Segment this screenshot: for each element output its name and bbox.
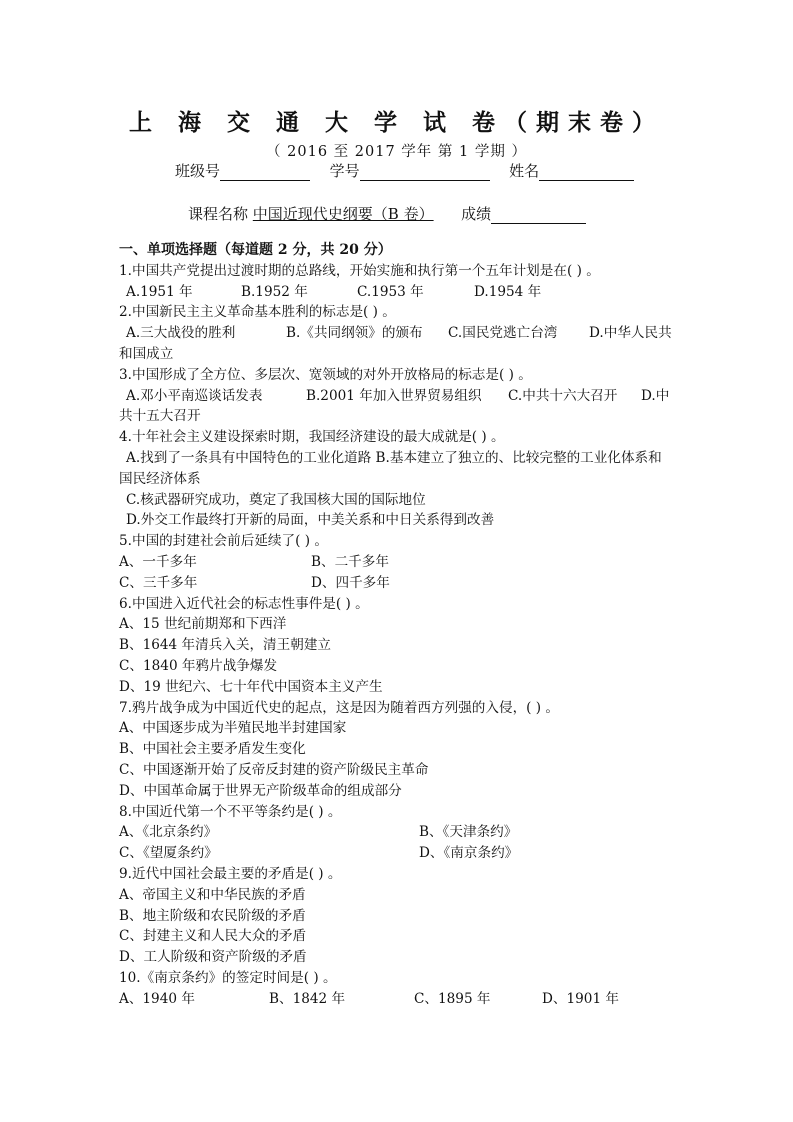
course-row xyxy=(188,203,586,224)
option-c: C.中共十六大召开 xyxy=(508,387,618,404)
option-continuation: 国民经济体系 xyxy=(119,470,201,487)
option-a: A、帝国主义和中华民族的矛盾 xyxy=(119,886,306,903)
score-field[interactable] xyxy=(491,206,586,224)
option-b: B.《共同纲领》的颁布 xyxy=(286,325,423,342)
option-c: C、三千多年 xyxy=(119,574,198,591)
course-label: 课程名称 xyxy=(188,205,249,223)
option-continuation: 和国成立 xyxy=(119,345,174,362)
option-row xyxy=(119,552,689,573)
option-b: B、二千多年 xyxy=(311,553,389,570)
option-continuation: 共十五大召开 xyxy=(119,408,201,425)
option-a: A、一千多年 xyxy=(119,553,197,570)
question-stem: 8.中国近代第一个不平等条约是( ) 。 xyxy=(119,803,342,820)
option-c: C、1895 年 xyxy=(414,990,491,1007)
question-stem: 9.近代中国社会最主要的矛盾是( ) 。 xyxy=(119,865,342,882)
option-c: C、1840 年鸦片战争爆发 xyxy=(119,657,278,674)
term-line: （ 2016 至 2017 学年 第 1 学期 ） xyxy=(266,144,527,160)
option-c: C.1953 年 xyxy=(357,283,424,300)
student-id-field[interactable] xyxy=(360,163,490,181)
option-a: A、《北京条约》 xyxy=(119,824,218,841)
option-c: C、封建主义和人民大众的矛盾 xyxy=(119,928,307,945)
option-d: D、1901 年 xyxy=(542,990,620,1007)
question-stem: 2.中国新民主主义革命基本胜利的标志是( ) 。 xyxy=(119,304,396,321)
name-label: 姓名 xyxy=(509,162,540,180)
question-stem: 5.中国的封建社会前后延续了( ) 。 xyxy=(119,533,328,550)
class-label: 班级号 xyxy=(175,162,221,180)
exam-title: 上 海 交 通 大 学 试 卷（期末卷） xyxy=(128,109,665,136)
option-b: B.2001 年加入世界贸易组织 xyxy=(306,387,482,404)
option-c: C、《望厦条约》 xyxy=(119,845,218,862)
option-d: D.中 xyxy=(641,387,670,404)
score-label: 成绩 xyxy=(461,205,492,223)
option-row xyxy=(119,323,689,344)
option-c: C、中国逐渐开始了反帝反封建的资产阶级民主革命 xyxy=(119,761,429,778)
option-b: B、1644 年清兵入关，清王朝建立 xyxy=(119,637,332,654)
class-field[interactable] xyxy=(220,163,310,181)
option-d: D.外交工作最终打开新的局面，中美关系和中日关系得到改善 xyxy=(126,512,495,529)
option-d: D、中国革命属于世界无产阶级革命的组成部分 xyxy=(119,782,402,799)
option-b: B.1952 年 xyxy=(241,283,308,300)
option-d: D、四千多年 xyxy=(311,574,390,591)
section-title: 一、单项选择题（每道题 2 分，共 20 分） xyxy=(119,242,392,258)
option-row xyxy=(119,843,689,864)
question-stem: 7.鸦片战争成为中国近代史的起点，这是因为随着西方列强的入侵，( ) 。 xyxy=(119,699,560,716)
student-id-label: 学号 xyxy=(329,162,360,180)
option-d: D.中华人民共 xyxy=(589,325,672,342)
option-d: D、19 世纪六、七十年代中国资本主义产生 xyxy=(119,678,383,695)
option-b: B、中国社会主要矛盾发生变化 xyxy=(119,741,306,758)
course-name: 中国近现代史纲要（B 卷） xyxy=(252,205,434,223)
question-stem: 1.中国共产党提出过渡时期的总路线，开始实施和执行第一个五年计划是在( ) 。 xyxy=(119,262,600,279)
student-info-row xyxy=(175,160,634,181)
option-c: C.国民党逃亡台湾 xyxy=(448,325,558,342)
option-b: B、地主阶级和农民阶级的矛盾 xyxy=(119,907,306,924)
question-stem: 6.中国进入近代社会的标志性事件是( ) 。 xyxy=(119,595,369,612)
option-a: A.三大战役的胜利 xyxy=(126,325,236,342)
option-d: D、工人阶级和资产阶级的矛盾 xyxy=(119,949,307,966)
option-a: A.邓小平南巡谈话发表 xyxy=(126,387,263,404)
question-list xyxy=(119,240,689,1009)
question-stem: 3.中国形成了全方位、多层次、宽领域的对外开放格局的标志是( ) 。 xyxy=(119,366,532,383)
name-field[interactable] xyxy=(539,163,634,181)
option-b: B、1842 年 xyxy=(269,990,346,1007)
option-a: A、1940 年 xyxy=(119,990,195,1007)
option-row xyxy=(119,822,689,843)
question-stem: 10.《南京条约》的签定时间是( ) 。 xyxy=(119,969,337,986)
option-row: A.找到了一条具有中国特色的工业化道路 B.基本建立了独立的、比较完整的工业化体系和 xyxy=(126,449,662,466)
question-stem: 4.十年社会主义建设探索时期，我国经济建设的最大成就是( ) 。 xyxy=(119,429,505,446)
option-row xyxy=(119,282,689,303)
option-d: D、《南京条约》 xyxy=(419,845,519,862)
option-a: A、15 世纪前期郑和下西洋 xyxy=(119,616,287,633)
option-c: C.核武器研究成功，奠定了我国核大国的国际地位 xyxy=(126,491,426,508)
option-b: B、《天津条约》 xyxy=(419,824,518,841)
option-a: A.1951 年 xyxy=(126,283,193,300)
option-row xyxy=(119,989,689,1010)
option-row xyxy=(119,573,689,594)
option-d: D.1954 年 xyxy=(474,283,542,300)
option-row xyxy=(119,386,689,407)
option-a: A、中国逐步成为半殖民地半封建国家 xyxy=(119,720,347,737)
